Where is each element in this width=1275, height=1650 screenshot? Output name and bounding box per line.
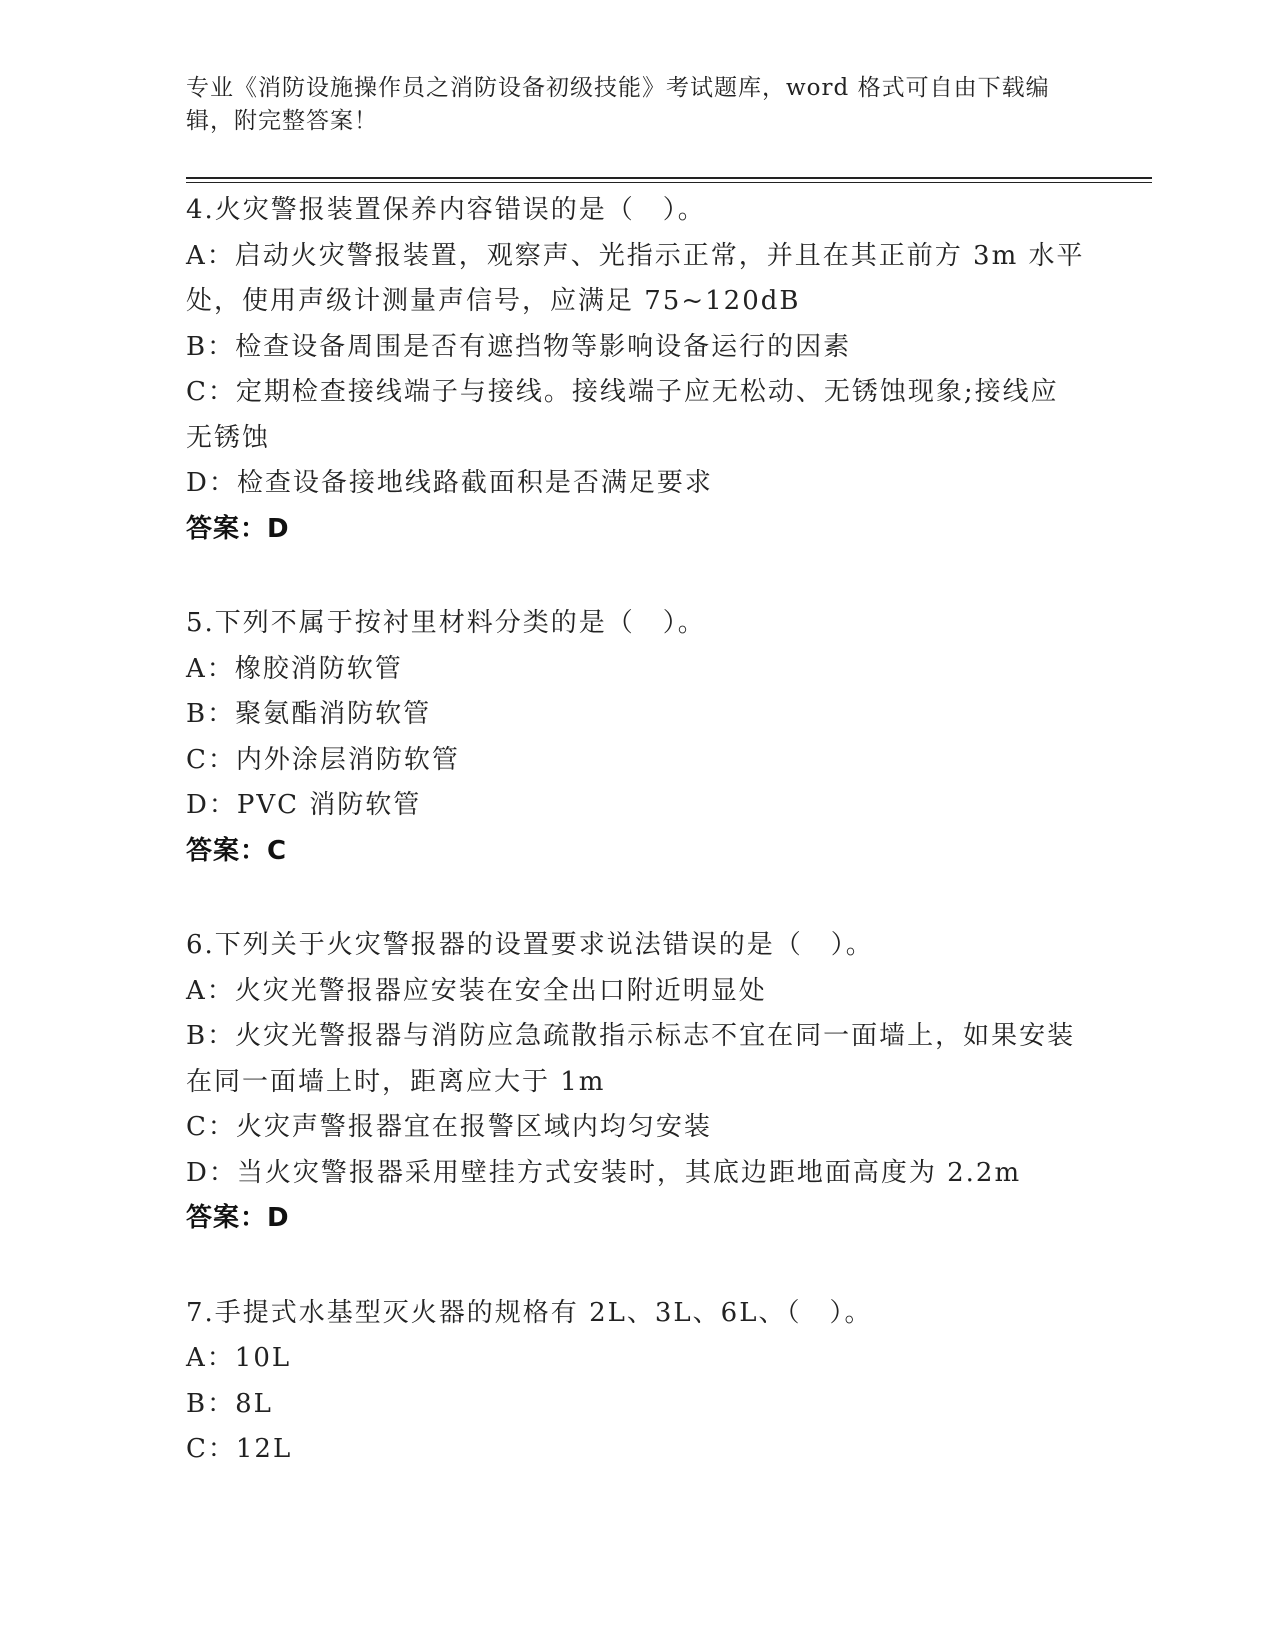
question-stem: 6.下列关于火灾警报器的设置要求说法错误的是（ ）。 [186, 930, 874, 960]
question-5 [186, 601, 1086, 874]
option-b: B：聚氨酯消防软管 [186, 699, 432, 729]
option-a: A：启动火灾警报装置，观察声、光指示正常，并且在其正前方 3m 水平处，使用声级计测量声信号，应满足 75~120dB [186, 240, 1085, 316]
answer-label: 答案：D [186, 513, 290, 544]
question-stem: 4.火灾警报装置保养内容错误的是（ ）。 [186, 195, 706, 225]
option-b: B：火灾光警报器与消防应急疏散指示标志不宜在同一面墙上，如果安装在同一面墙上时，距离应大于 1m [186, 1021, 1076, 1097]
option-c: C：定期检查接线端子与接线。接线端子应无松动、无锈蚀现象;接线应无锈蚀 [186, 377, 1059, 453]
option-d: D：PVC 消防软管 [186, 790, 422, 820]
question-6 [186, 923, 1086, 1242]
option-c: C：12L [186, 1434, 293, 1464]
answer-label: 答案：D [186, 1203, 290, 1233]
question-list [186, 188, 1086, 1522]
option-a: A：火灾光警报器应安装在安全出口附近明显处 [186, 975, 767, 1006]
answer-label: 答案：C [186, 835, 288, 866]
option-c: C：内外涂层消防软管 [186, 744, 460, 775]
option-d: D：检查设备接地线路截面积是否满足要求 [186, 468, 713, 498]
question-stem: 5.下列不属于按衬里材料分类的是（ ）。 [186, 608, 706, 638]
option-b: B：8L [186, 1388, 273, 1419]
option-b: B：检查设备周围是否有遮挡物等影响设备运行的因素 [186, 331, 852, 362]
header-divider-thin [186, 182, 1152, 183]
option-a: A：10L [186, 1343, 292, 1373]
page-header: 专业《消防设施操作员之消防设备初级技能》考试题库，word 格式可自由下载编辑，附完整答案！ [186, 75, 1050, 134]
question-7 [186, 1291, 1086, 1473]
question-stem: 7.手提式水基型灭火器的规格有 2L、3L、6L、（ ）。 [186, 1297, 873, 1328]
question-4 [186, 188, 1086, 552]
option-d: D：当火灾警报器采用壁挂方式安装时，其底边距地面高度为 2.2m [186, 1157, 1022, 1188]
option-a: A：橡胶消防软管 [186, 653, 403, 684]
option-c: C：火灾声警报器宜在报警区域内均匀安装 [186, 1112, 712, 1142]
header-divider-thick [186, 177, 1152, 179]
